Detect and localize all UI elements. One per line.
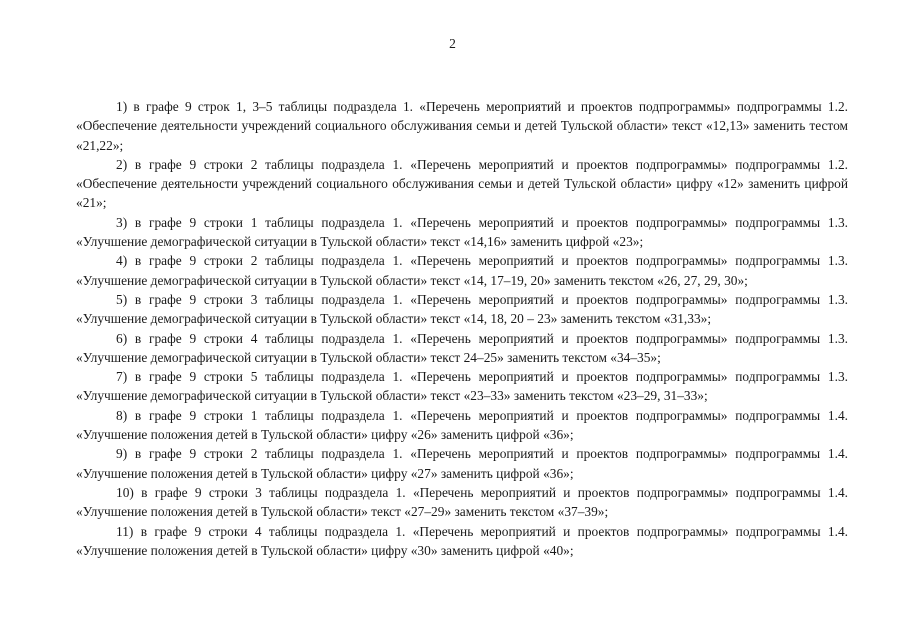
document-body [76, 97, 848, 560]
list-item: 3) в графе 9 строки 1 таблицы подраздела 1. «Перечень мероприятий и проектов подпрограммы» подпрограммы 1.3. «Улучшение демографической ситуации в Тульской области» текст «14,16» заменить цифрой «23»; [76, 214, 848, 250]
list-item: 9) в графе 9 строки 2 таблицы подраздела 1. «Перечень мероприятий и проектов подпрограммы» подпрограммы 1.4. «Улучшение положения детей в Тульской области» цифру «27» заменить цифрой «36»; [76, 446, 848, 481]
list-item: 6) в графе 9 строки 4 таблицы подраздела 1. «Перечень мероприятий и проектов подпрограммы» подпрограммы 1.3. «Улучшение демографической ситуации в Тульской области» текст 24–25» заменить текстом «34–35»; [76, 330, 848, 365]
list-item: 2) в графе 9 строки 2 таблицы подраздела 1. «Перечень мероприятий и проектов подпрограммы» подпрограммы 1.2. «Обеспечение деятельности учреждений социального обслуживания семьи и детей Тульской области» цифру «12» заменить цифрой «21»; [76, 156, 848, 211]
list-item: 8) в графе 9 строки 1 таблицы подраздела 1. «Перечень мероприятий и проектов подпрограммы» подпрограммы 1.4. «Улучшение положения детей в Тульской области» цифру «26» заменить цифрой «36»; [76, 407, 848, 443]
list-item: 5) в графе 9 строки 3 таблицы подраздела 1. «Перечень мероприятий и проектов подпрограммы» подпрограммы 1.3. «Улучшение демографической ситуации в Тульской области» текст «14, 18, 20 – 23» заменить текстом «31,33»; [76, 291, 848, 327]
list-item: 4) в графе 9 строки 2 таблицы подраздела 1. «Перечень мероприятий и проектов подпрограммы» подпрограммы 1.3. «Улучшение демографической ситуации в Тульской области» текст «14, 17–19, 20» заменить текстом «26, 27, 29, 30»; [76, 253, 848, 288]
list-item: 7) в графе 9 строки 5 таблицы подраздела 1. «Перечень мероприятий и проектов подпрограммы» подпрограммы 1.3. «Улучшение демографической ситуации в Тульской области» текст «23–33» заменить текстом «23–29, 31–33»; [76, 369, 848, 404]
list-item: 11) в графе 9 строки 4 таблицы подраздела 1. «Перечень мероприятий и проектов подпрограммы» подпрограммы 1.4. «Улучшение положения детей в Тульской области» цифру «30» заменить цифрой «40»; [76, 523, 848, 558]
list-item: 10) в графе 9 строки 3 таблицы подраздела 1. «Перечень мероприятий и проектов подпрограммы» подпрограммы 1.4. «Улучшение положения детей в Тульской области» текст «27–29» заменить текстом «37–39»; [76, 484, 848, 520]
page-number: 2 [449, 36, 456, 51]
list-item: 1) в графе 9 строк 1, 3–5 таблицы подраздела 1. «Перечень мероприятий и проектов подпрограммы» подпрограммы 1.2. «Обеспечение деятельности учреждений социального обслуживания семьи и детей Тульской области» текст «12,13» заменить тестом «21,22»; [76, 99, 848, 153]
